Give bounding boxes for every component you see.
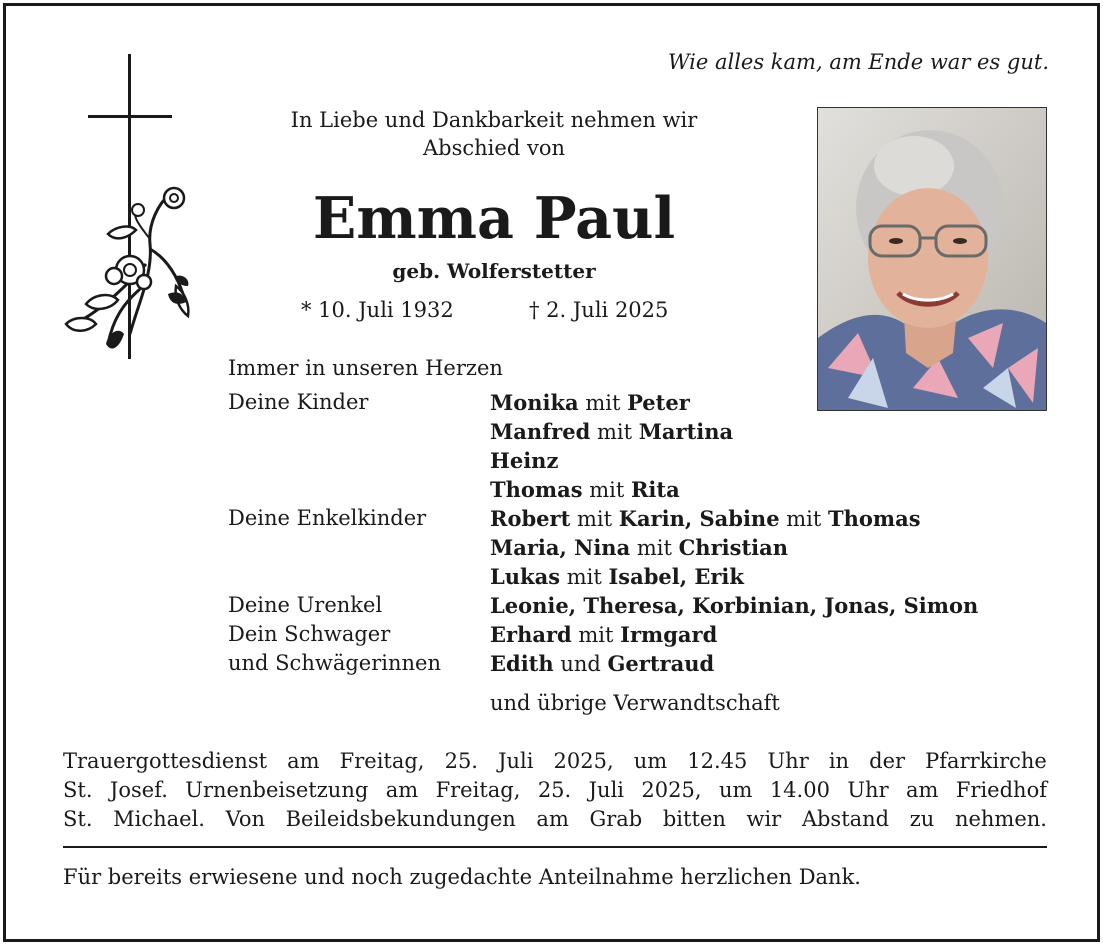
service-word: 25. xyxy=(537,778,572,802)
heart-line: Immer in unseren Herzen xyxy=(228,356,503,380)
service-word: in xyxy=(828,749,850,773)
service-word: wir xyxy=(746,807,782,831)
connector-word: mit xyxy=(779,507,828,531)
service-word: Freitag, xyxy=(435,778,521,802)
service-word: 25. xyxy=(444,749,478,773)
service-word: St. xyxy=(63,807,93,831)
family-members xyxy=(490,651,714,676)
member-name: Christian xyxy=(678,535,788,560)
motto: Wie alles kam, am Ende war es gut. xyxy=(667,50,1049,74)
cross-with-rose-icon xyxy=(58,54,198,364)
service-word: Pfarrkirche xyxy=(925,749,1047,773)
connector-word: mit xyxy=(571,623,621,647)
death-date: † 2. Juli 2025 xyxy=(529,298,669,322)
family-label: und Schwägerinnen xyxy=(228,651,441,675)
birth-date: * 10. Juli 1932 xyxy=(301,298,454,322)
service-word: Juli xyxy=(498,749,534,773)
service-word: Urnenbeisetzung xyxy=(185,778,369,802)
family-members xyxy=(490,506,921,531)
connector-word: mit xyxy=(630,536,679,560)
service-word: am xyxy=(385,778,419,802)
family-label: Deine Urenkel xyxy=(228,593,383,617)
service-word: Von xyxy=(225,807,265,831)
portrait-photo xyxy=(817,107,1047,411)
member-name: Robert xyxy=(490,506,571,531)
member-name: Edith xyxy=(490,651,554,676)
connector-word: mit xyxy=(570,507,619,531)
service-word: zu xyxy=(909,807,935,831)
family-members xyxy=(490,622,717,647)
service-word: Beileidsbekundungen xyxy=(285,807,516,831)
service-word: Uhr xyxy=(767,749,809,773)
family-members xyxy=(490,419,733,444)
service-word: Freitag, xyxy=(339,749,425,773)
family-members xyxy=(490,477,680,502)
connector-word: mit xyxy=(578,391,628,415)
family-members xyxy=(490,593,978,618)
member-name: Peter xyxy=(627,390,690,415)
member-name: Erhard xyxy=(490,622,572,647)
service-word: Abstand xyxy=(801,807,890,831)
service-line xyxy=(63,747,1047,776)
divider xyxy=(63,846,1047,848)
member-name: Lukas xyxy=(490,564,561,589)
member-name: Leonie, Theresa, Korbinian, Jonas, Simon xyxy=(490,593,979,618)
member-name: Thomas xyxy=(490,477,583,502)
member-name: Karin, Sabine xyxy=(618,506,780,531)
service-word: Grab xyxy=(589,807,643,831)
service-word: der xyxy=(869,749,906,773)
service-word: 2025, xyxy=(641,778,702,802)
connector-word: mit xyxy=(560,565,609,589)
service-announcement xyxy=(63,747,1047,834)
member-name: Gertraud xyxy=(607,651,715,676)
family-members xyxy=(490,535,788,560)
member-name: Thomas xyxy=(827,506,921,531)
member-name: Martina xyxy=(638,419,734,444)
member-name: Irmgard xyxy=(620,622,718,647)
service-word: Josef. xyxy=(109,778,168,802)
service-word: 2025, xyxy=(553,749,614,773)
intro-text xyxy=(236,106,752,162)
service-word: am xyxy=(906,778,939,802)
family-members xyxy=(490,564,744,589)
service-word: am xyxy=(536,807,569,831)
member-name: Maria, Nina xyxy=(490,535,631,560)
family-label: Dein Schwager xyxy=(228,622,391,646)
service-word: um xyxy=(633,749,668,773)
intro-line: Abschied von xyxy=(423,136,565,160)
connector-word: und xyxy=(553,652,608,676)
intro-line: In Liebe und Dankbarkeit nehmen wir xyxy=(290,108,698,132)
member-name: Manfred xyxy=(490,419,591,444)
portrait-illustration xyxy=(818,108,1046,410)
family-members xyxy=(490,390,690,415)
thanks-line: Für bereits erwiesene und noch zugedachte Anteilnahme herzlichen Dank. xyxy=(63,865,861,889)
service-word: Trauergottesdienst xyxy=(63,749,268,773)
service-word: 12.45 xyxy=(687,749,748,773)
service-word: bitten xyxy=(662,807,726,831)
family-label: Deine Kinder xyxy=(228,390,369,414)
relatives-line: und übrige Verwandtschaft xyxy=(490,691,780,715)
service-word: Michael. xyxy=(113,807,205,831)
member-name: Rita xyxy=(630,477,680,502)
connector-word: mit xyxy=(590,420,639,444)
service-word: Friedhof xyxy=(955,778,1047,802)
obituary-notice xyxy=(3,3,1100,942)
service-word: nehmen. xyxy=(954,807,1047,831)
family-members xyxy=(490,448,558,473)
service-word: Uhr xyxy=(847,778,889,802)
service-word: am xyxy=(287,749,320,773)
family-label: Deine Enkelkinder xyxy=(228,506,427,530)
service-word: 14.00 xyxy=(769,778,830,802)
service-word: Juli xyxy=(588,778,625,802)
member-name: Isabel, Erik xyxy=(608,564,744,589)
service-line xyxy=(63,776,1047,805)
service-word: St. xyxy=(63,778,93,802)
service-line xyxy=(63,805,1047,834)
birth-name: geb. Wolferstetter xyxy=(392,259,596,283)
connector-word: mit xyxy=(582,478,631,502)
deceased-name: Emma Paul xyxy=(312,185,676,252)
member-name: Heinz xyxy=(490,448,559,473)
member-name: Monika xyxy=(490,390,579,415)
service-word: um xyxy=(718,778,753,802)
